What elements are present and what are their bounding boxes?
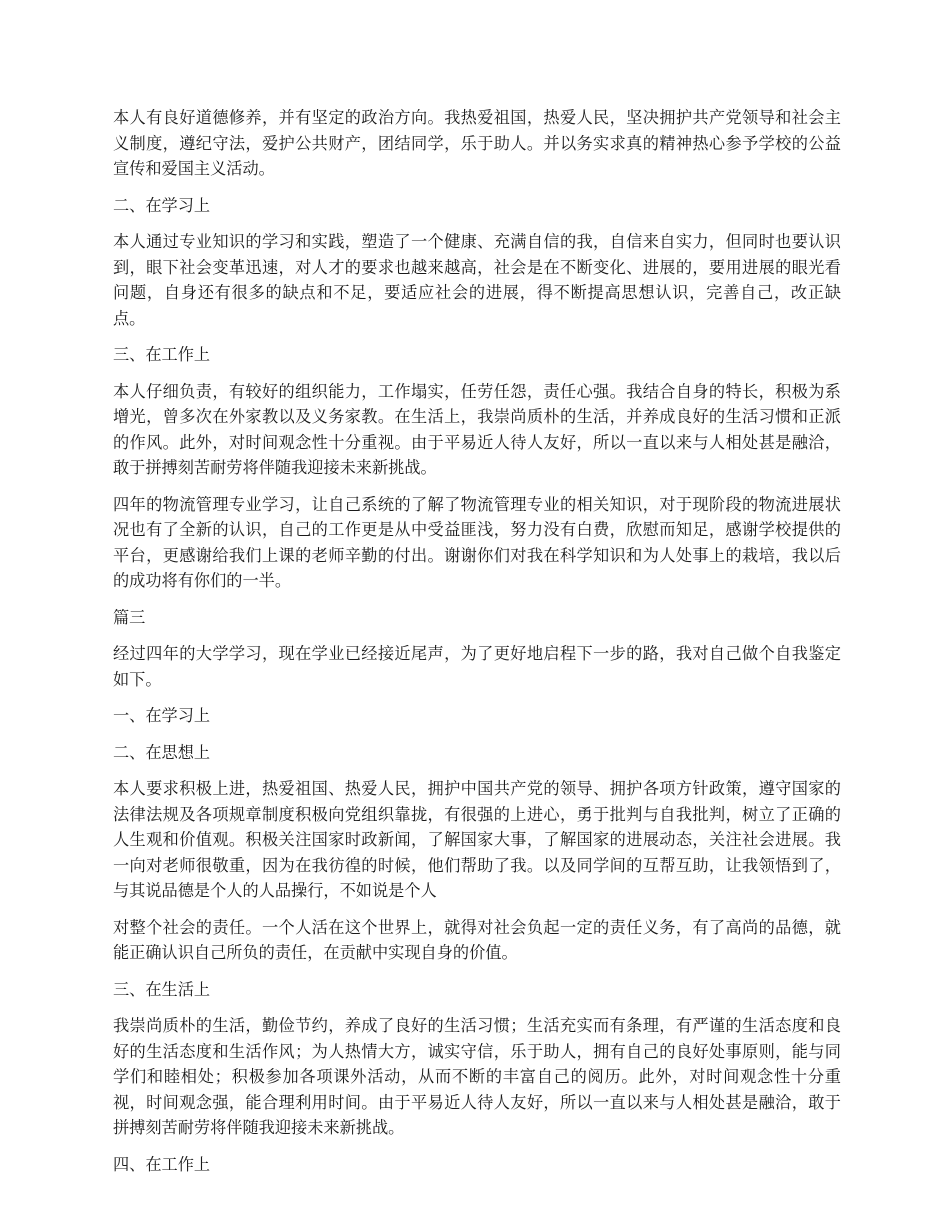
paragraph-intro: 经过四年的大学学习，现在学业已经接近尾声，为了更好地启程下一步的路，我对自己做个自我鉴定如下。 bbox=[113, 644, 841, 689]
heading-life: 三、在生活上 bbox=[113, 979, 211, 999]
paragraph-study-1: 本人通过专业知识的学习和实践，塑造了一个健康、充满自信的我，自信来自实力，但同时也要认识到，眼下社会变革迅速，对人才的要求也越来越高，社会是在不断变化、进展的，要用进展的眼光看问题，自身还有很多的缺点和不足，要适应社会的进展，得不断提高思想认识，完善自己，改正缺点。 bbox=[113, 232, 841, 328]
paragraph-logistics: 四年的物流管理专业学习，让自己系统的了解了物流管理专业的相关知识，对于现阶段的物流进展状况也有了全新的认识，自己的工作更是从中受益匪浅，努力没有白费，欣慰而知足，感谢学校提供的平台，更感谢给我们上课的老师辛勤的付出。谢谢你们对我在科学知识和为人处事上的栽培，我以后的成功将有你们的一半。 bbox=[113, 494, 841, 590]
document-page bbox=[113, 105, 841, 1188]
heading-study-2: 一、在学习上 bbox=[113, 706, 211, 725]
heading-work-1: 三、在工作上 bbox=[113, 345, 211, 364]
heading-part-three: 篇三 bbox=[113, 607, 146, 627]
paragraph-responsibility: 对整个社会的责任。一个人活在这个世界上，就得对社会负起一定的责任义务，有了高尚的品德，就能正确认识自己所负的责任，在贡献中实现自身的价值。 bbox=[113, 917, 841, 962]
heading-work-2: 四、在工作上 bbox=[113, 1154, 211, 1174]
paragraph-moral: 本人有良好道德修养，并有坚定的政治方向。我热爱祖国，热爱人民，坚决拥护共产党领导和社会主义制度，遵纪守法，爱护公共财产，团结同学，乐于助人。并以务实求真的精神热心参予学校的公益宣传和爱国主义活动。 bbox=[113, 108, 841, 178]
heading-study-1: 二、在学习上 bbox=[113, 195, 211, 215]
paragraph-life: 我崇尚质朴的生活，勤俭节约，养成了良好的生活习惯；生活充实而有条理，有严谨的生活态度和良好的生活态度和生活作风；为人热情大方，诚实守信，乐于助人，拥有自己的良好处事原则，能与同学们和睦相处；积极参加各项课外活动，从而不断的丰富自己的阅历。此外，对时间观念性十分重视，时间观念强，能合理利用时间。由于平易近人待人友好，所以一直以来与人相处甚是融洽，敢于拼搏刻苦耐劳将伴随我迎接未来新挑战。 bbox=[113, 1016, 841, 1137]
heading-thought: 二、在思想上 bbox=[113, 742, 211, 762]
paragraph-thought: 本人要求积极上进，热爱祖国、热爱人民，拥护中国共产党的领导、拥护各项方针政策，遵守国家的法律法规及各项规章制度积极向党组织靠拢，有很强的上进心，勇于批判与自我批判，树立了正确的人生观和价值观。积极关注国家时政新闻，了解国家大事，了解国家的进展动态，关注社会进展。我一向对老师很敬重，因为在我彷徨的时候，他们帮助了我。以及同学间的互帮互助，让我领悟到了，与其说品德是个人的人品操行，不如说是个人 bbox=[113, 779, 841, 900]
paragraph-work-1: 本人仔细负责，有较好的组织能力，工作塌实，任劳任怨，责任心强。我结合自身的特长，积极为系增光，曾多次在外家教以及义务家教。在生活上，我崇尚质朴的生活，并养成良好的生活习惯和正派的作风。此外，对时间观念性十分重视。由于平易近人待人友好，所以一直以来与人相处甚是融洽，敢于拼搏刻苦耐劳将伴随我迎接未来新挑战。 bbox=[113, 381, 841, 477]
